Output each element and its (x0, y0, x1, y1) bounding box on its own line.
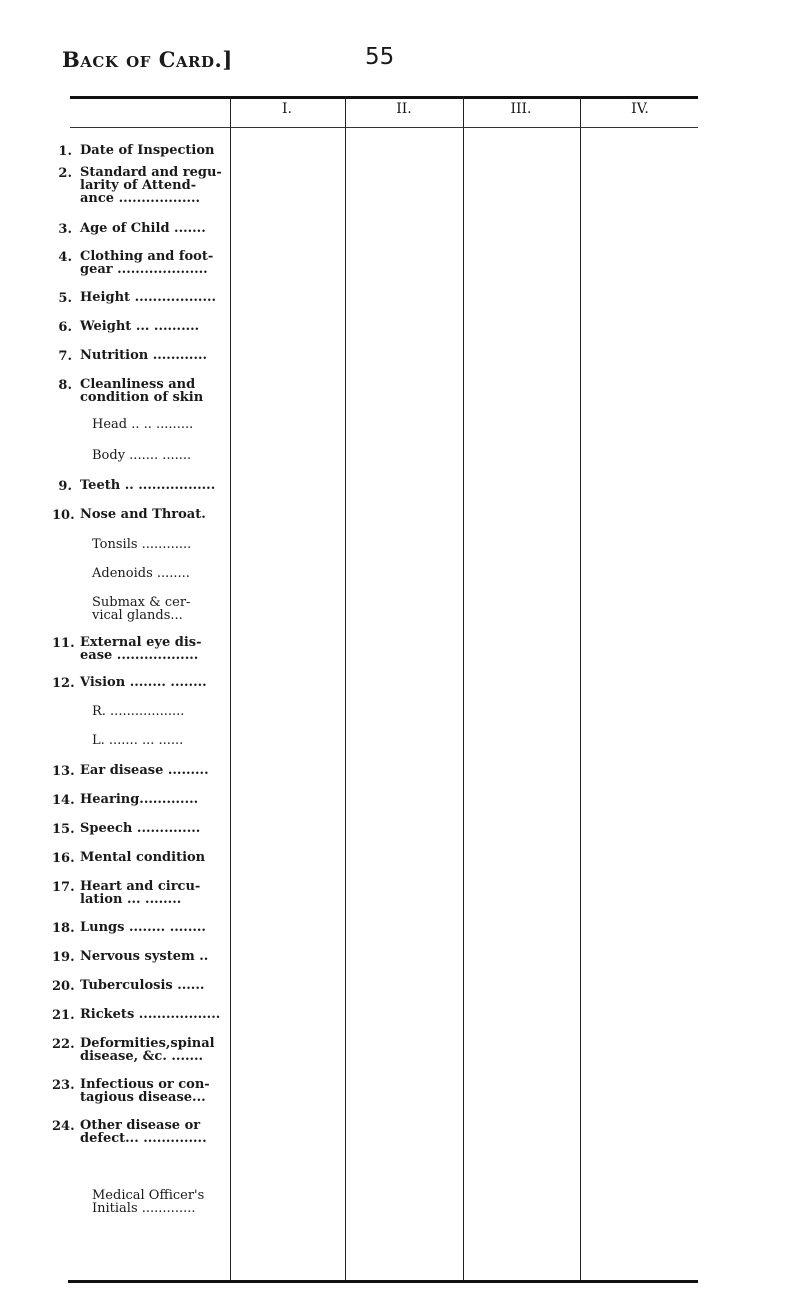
row-label (92, 734, 242, 747)
row-label-line: L. ....... ... ...... (92, 733, 184, 749)
table-top-rule (70, 96, 698, 99)
row-label-line: Deformities,spinal (80, 1036, 215, 1052)
row-label (80, 950, 230, 963)
row-label-line: ance .................. (80, 190, 201, 206)
row-label-line: Standard and regu- (80, 164, 222, 180)
row-label-line: ease .................. (80, 648, 199, 664)
column-header-4: IV. (631, 101, 649, 117)
row-label (80, 1119, 230, 1145)
row-label-line: Mental condition (80, 849, 206, 865)
column-divider-3 (463, 96, 464, 1280)
row-label-line: Tonsils ............ (92, 536, 192, 552)
row-label-line: R. .................. (92, 704, 185, 720)
row-label (92, 449, 242, 462)
row-number: 19. (52, 949, 75, 965)
header-underline-4 (580, 127, 698, 128)
row-label (80, 793, 230, 806)
column-header-3: III. (510, 101, 532, 117)
row-label (80, 479, 230, 492)
row-number: 2. (58, 165, 72, 181)
row-label (92, 538, 242, 551)
row-label (80, 1037, 230, 1063)
row-number: 15. (52, 821, 75, 837)
row-label (80, 349, 230, 362)
row-label (80, 508, 230, 521)
row-label (80, 250, 230, 276)
row-number: 8. (58, 378, 72, 394)
row-label-line: Initials ............. (92, 1201, 196, 1217)
row-label-line: Infectious or con- (80, 1076, 210, 1092)
table-bottom-rule (68, 1280, 698, 1283)
column-divider-1 (230, 96, 231, 1280)
row-label (92, 1189, 242, 1215)
row-number: 23. (52, 1077, 75, 1093)
header-underline-1 (230, 127, 345, 128)
row-label-line: External eye dis- (80, 635, 202, 651)
row-label-line: Hearing............. (80, 791, 199, 807)
row-label (80, 636, 230, 662)
column-header-2: II. (396, 101, 412, 117)
column-header-1: I. (282, 101, 292, 117)
row-label (92, 418, 242, 431)
row-label-line: Height .................. (80, 290, 217, 306)
row-label (80, 979, 230, 992)
row-number: 11. (52, 636, 75, 652)
row-label-line: Other disease or (80, 1117, 201, 1133)
row-number: 6. (58, 320, 72, 336)
row-label (80, 921, 230, 934)
row-number: 7. (58, 349, 72, 365)
row-label-line: Head .. .. ......... (92, 417, 194, 433)
row-label-line: Vision ........ ........ (80, 675, 207, 691)
row-label (80, 144, 230, 157)
header-underline-3 (463, 127, 580, 128)
row-label-line: tagious disease... (80, 1089, 206, 1105)
column-divider-2 (345, 96, 346, 1280)
row-label (80, 851, 230, 864)
row-label-line: Body ....... ....... (92, 448, 192, 464)
row-number: 3. (58, 222, 72, 238)
row-number: 17. (52, 879, 75, 895)
row-number: 18. (52, 920, 75, 936)
row-label (80, 166, 230, 205)
row-label-line: defect... .............. (80, 1130, 207, 1146)
row-label-line: Heart and circu- (80, 878, 201, 894)
row-label-line: Cleanliness and (80, 377, 196, 393)
row-label-line: Tuberculosis ...... (80, 977, 205, 993)
row-label-line: Nutrition ............ (80, 348, 208, 364)
row-number: 24. (52, 1118, 75, 1134)
row-label-line: condition of skin (80, 390, 204, 406)
row-number: 9. (58, 479, 72, 495)
row-number: 12. (52, 676, 75, 692)
row-label (80, 222, 230, 235)
row-label-line: Weight ... .......... (80, 319, 200, 335)
row-label-line: Rickets .................. (80, 1006, 221, 1022)
row-label-line: Age of Child ....... (80, 221, 206, 237)
row-label (80, 880, 230, 906)
row-label-line: Nervous system .. (80, 948, 209, 964)
row-label-line: Adenoids ........ (92, 565, 190, 581)
row-label-line: gear .................... (80, 262, 208, 278)
row-label (80, 764, 230, 777)
row-number: 10. (52, 508, 75, 524)
header-underline-label (70, 127, 230, 128)
row-label-line: disease, &c. ....... (80, 1049, 204, 1065)
row-label (80, 676, 230, 689)
row-label (92, 705, 242, 718)
row-number: 22. (52, 1037, 75, 1053)
row-label-line: Teeth .. ................. (80, 478, 216, 494)
row-label-line: Date of Inspection (80, 142, 215, 158)
row-number: 4. (58, 250, 72, 266)
row-number: 5. (58, 291, 72, 307)
row-label (80, 1008, 230, 1021)
row-label-line: Ear disease ......... (80, 762, 209, 778)
row-label-line: lation ... ........ (80, 891, 182, 907)
row-label (92, 596, 242, 622)
page-number: 55 (365, 44, 395, 70)
column-divider-4 (580, 96, 581, 1280)
row-label-line: larity of Attend- (80, 177, 197, 193)
row-number: 14. (52, 792, 75, 808)
row-number: 20. (52, 978, 75, 994)
row-label (92, 567, 242, 580)
row-label-line: Medical Officer's (92, 1188, 205, 1204)
row-label-line: vical glands... (92, 607, 183, 623)
row-label (80, 320, 230, 333)
header-underline-2 (345, 127, 463, 128)
row-number: 1. (58, 143, 72, 159)
row-label (80, 378, 230, 404)
row-number: 13. (52, 763, 75, 779)
row-label (80, 822, 230, 835)
row-label-line: Speech .............. (80, 820, 201, 836)
row-number: 16. (52, 850, 75, 866)
row-label-line: Clothing and foot- (80, 249, 214, 265)
header-title: Back of Card.] (62, 47, 233, 72)
row-number: 21. (52, 1007, 75, 1023)
row-label-line: Nose and Throat. (80, 507, 206, 523)
row-label (80, 291, 230, 304)
row-label (80, 1078, 230, 1104)
row-label-line: Lungs ........ ........ (80, 919, 206, 935)
row-label-line: Submax & cer- (92, 594, 191, 610)
